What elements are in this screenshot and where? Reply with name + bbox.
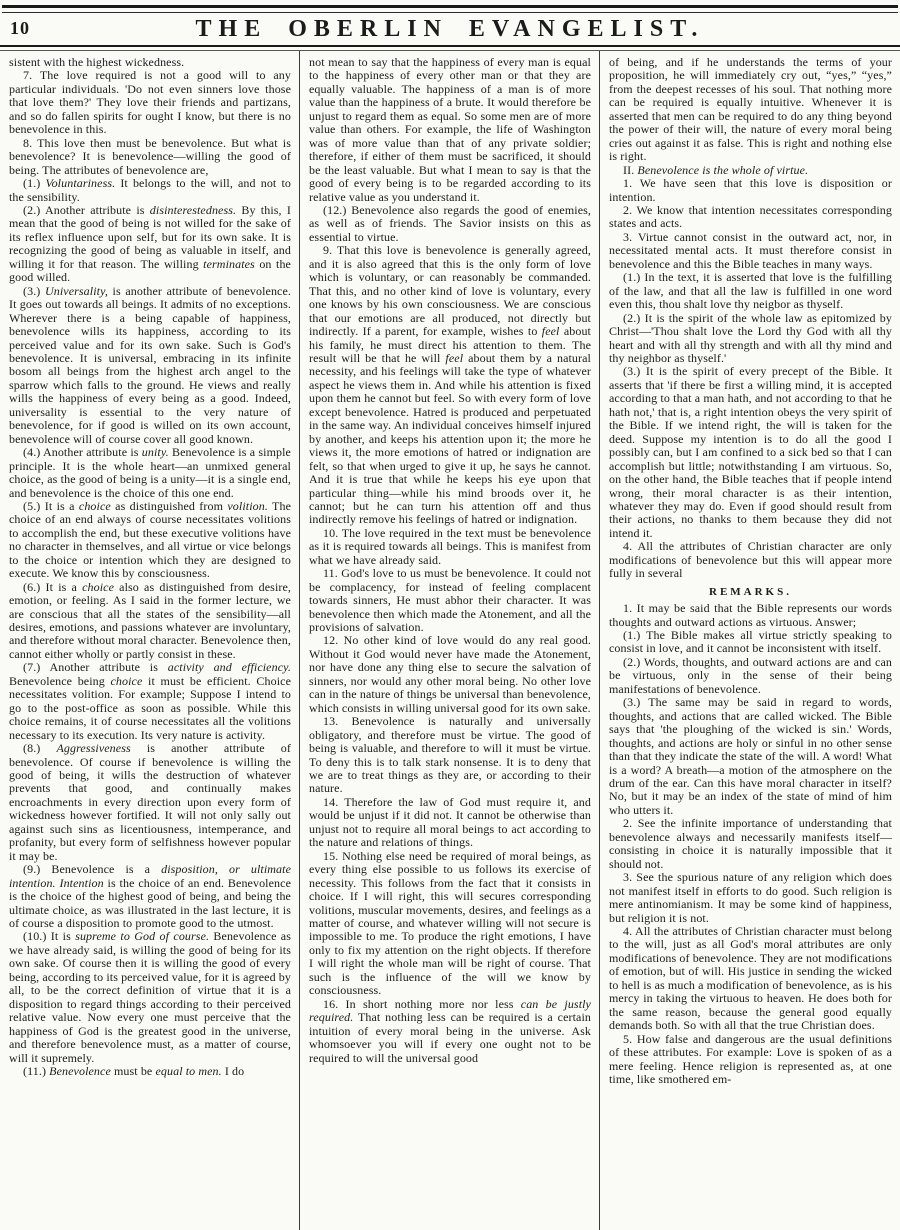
column-2 [300,51,600,1230]
body-paragraph: (5.) It is a choice as distinguished from volition. The choice of an end always of course necessitates volitions to accomplish the end, but these executive volitions have no character in themselves, and all virtue or vice belongs to the choice or intention which they are designed to execute. We know this by consciousness. [9,498,292,581]
body-paragraph: (7.) Another attribute is activity and efficiency. Benevolence being choice it must be efficient. Choice necessitates volition. For example; Suppose I intend to go to the post-office as soon as possible. While this choice remains, it of course necessitates all the volitions necessary to its execution. Its very nature is activity. [9,660,291,742]
body-paragraph: 16. In short nothing more nor less can be justly required. That nothing less can be required is a certain intuition of every moral being in the universe. Ask whomsoever you will if every one ought not to be required to will the universal good [309,996,591,1065]
body-paragraph: 5. How false and dangerous are the usual definitions of these attributes. For example: Love is spoken of as a mere feeling. Hence religion is represented as, at one time, like smothered em- [609,1031,892,1086]
body-paragraph: 13. Benevolence is naturally and universally obligatory, and therefore must be virtue. The good of being is valuable, and therefore to will it must be virtue. To deny this is to talk stark nonsense. It is to deny that we are to treat things as they are, or according to their nature. [309,714,591,796]
body-paragraph: 14. Therefore the law of God must require it, and would be unjust if it did not. It cannot be otherwise than unjust not to require all moral beings to act according to the nature and relations of things. [309,794,591,850]
body-paragraph: (1.) The Bible makes all virtue strictly speaking to consist in love, and it cannot be inconsistent with itself. [609,628,892,656]
body-paragraph: (3.) It is the spirit of every precept of the Bible. It asserts that 'if there be first a willing mind, it is accepted according to that a man hath, and not according to that he hath not,' that is, a right intention obeys the very spirit of the Bible. If we intend right, the will is taken for the deed. Suppose my intention is to do all the good I possibly can, but I am confined to a sick bed so that I can accomplish but little; notwithstanding I am virtuous. So, on the other hand, the Bible teaches that if people intend wrong, their moral character is as their intention, whatever they may do. Even if good should result from their actions, no thanks to them because they did not intend it. [609,364,892,540]
body-paragraph: (11.) Benevolence must be equal to men. I do [23,1063,245,1078]
body-paragraph: 2. See the infinite importance of understanding that benevolence always and necessarily manifests itself—consisting in choice it is naturally impossible that it should not. [609,816,892,871]
body-paragraph: 8. This love then must be benevolence. But what is benevolence? It is benevolence—willing the good of being. The attributes of benevolence are, [9,135,291,177]
body-paragraph: (2.) It is the spirit of the whole law as epitomized by Christ—'Thou shalt love the Lord thy God with all thy heart and with all thy strength and with all thy mind and thy neighbor as thyself.' [609,310,892,365]
body-paragraph: (4.) Another attribute is unity. Benevolence is a simple principle. It is the whole heart—an unmixed general choice, as the good of being is a unity—it is a single end, and benevolence is the choice of this one end. [9,445,291,500]
article-columns [0,51,900,1230]
section-heading: REMARKS. [709,585,792,598]
masthead-title: THE OBERLIN EVANGELIST. [195,16,705,42]
body-paragraph: 4. All the attributes of Christian character are only modifications of benevolence but this will appear more fully in several [609,539,892,581]
body-paragraph: (3.) Universality, is another attribute of benevolence. It goes out towards all beings. It admits of no exceptions. Wherever there is a being capable of happiness, benevolence wills its happiness, according to its perceived value and for its own sake. Such is God's benevolence. It is universal, embracing in its infinite bosom all beings from the highest arch angel to the sparrow which falls to the ground. He views and really wills the happiness of every being as a good. Indeed, universality is essential to the very nature of benevolence, for if good is willed on its own account, benevolence will of course cover all good known. [9,283,291,446]
column-3 [600,51,900,1230]
body-paragraph: (3.) The same may be said in regard to words, thoughts, and actions that are called wicked. The Bible says that 'the ploughing of the wicked is sin.' Words, thoughts, and actions are holy or sinful in no other sense than that they indicate the state of the will. A word! What is a word? A breath—a motion of the atmosphere on the drum of the ear. Can this have moral character in itself? No, but it may be an index of the state of mind of him who utters it. [609,695,892,817]
body-paragraph: (1.) In the text, it is asserted that love is the fulfilling of the law, and that all the law is fulfilled in one word even this, thou shalt love thy neigbor as thyself. [609,270,892,312]
body-paragraph: 3. See the spurious nature of any religion which does not manifest itself in efforts to do good. Such religion is mere antinomianism. It may be some kind of happiness, but religion it is not. [609,870,892,925]
body-paragraph: 1. We have seen that this love is disposition or intention. [609,176,892,204]
body-paragraph: II. Benevolence is the whole of virtue. [623,162,809,177]
body-paragraph: 10. The love required in the text must be benevolence as it is required towards all beings. This is manifest from what we have already said. [309,525,591,567]
top-rule [2,5,898,13]
column-1 [0,51,300,1230]
body-paragraph: (1.) Voluntariness. It belongs to the will, and not to the sensibility. [9,176,291,204]
body-paragraph: (6.) It is a choice also as distinguished from desire, emotion, or feeling. As I said in the former lecture, we are conscious that all the states of the sensibility—all desires, emotions, and passions whatever are involuntary, and therefore without moral character. Benevolence then, cannot either wholly or partly consist in these. [9,579,291,661]
body-paragraph: (8.) Aggressiveness is another attribute of benevolence. Of course if benevolence is willing the good of being, it wills the destruction of whatever prevents that good, and continually makes encroachments in every direction upon every form of wickedness however fortified. It will not only sally out against such sins as licentiousness, intemperance, and profanity, but every form of selfishness however popular it may be. [9,741,291,863]
body-paragraph: 15. Nothing else need be required of moral beings, as every thing else possible to us follows its exercise of necessity. This follows from the fact that it consists in choice. If I will right, this will secures corresponding volitions, muscular movements, desires, and feelings as a matter of course, and whatever willing will not secure is impossible to me. To produce the right emotions, I have only to fix my attention on the right objects. If therefore I will right the whole man will be right of course. That such is the influence of the will we know by consciousness. [309,848,591,998]
body-paragraph: 4. All the attributes of Christian character must belong to the will, just as all God's moral attributes are only modifications of benevolence. They are not modifications of emotion, but of will. His justice in sending the wicked to hell is as much a modification of benevolence, as is his mercy in taking the virtuous to heaven. He does both for the same reason, because the general good equally demands both. So with all that the true Christian does. [609,924,892,1033]
body-paragraph: 11. God's love to us must be benevolence. It could not be complacency, for instead of feeling complacent towards sinners, He must abhor their character. It was benevolence then which made the Atonement, and all the provisions of salvation. [309,566,591,635]
body-paragraph: (12.) Benevolence also regards the good of enemies, as well as of friends. The Savior insists on this as essential to virtue. [309,202,591,244]
body-paragraph: of being, and if he understands the terms of your proposition, he will immediately cry out, “yes,” “yes,” from the deepest recesses of his soul. That nothing more can be required is equally intuitive. Whenever it is asserted that men can be required to do any thing beyond the power of their will, the nature of every moral being cries out against it as false. This is right and nothing else is right. [609,55,892,164]
body-paragraph: 12. No other kind of love would do any real good. Without it God would never have made the Atonement, nor have done any thing else to secure the salvation of sinners, nor would any other moral being. No other love can in the nature of things be universal than benevolence, which consists in willing universal good for its own sake. [309,633,591,715]
body-paragraph: 1. It may be said that the Bible represents our words thoughts and outward actions as virtuous. Answer; [609,601,892,629]
body-paragraph: sistent with the highest wickedness. [9,55,185,69]
body-paragraph: not mean to say that the happiness of every man is equal to the happiness of every other man or that they are equally valuable. The happiness of a man is of more value than the happiness of a brute. It would therefore be unjust to regard them as equal. So some men are of more value than others. For example, the life of Washington was of more value than that of any private soldier; therefore, if either of them must be sacrificed, it should be the least valuable. But what I mean to say is that the good of every being is to be regarded according to its relative value as you understand it. [309,55,591,204]
body-paragraph: 7. The love required is not a good will to any particular individuals. 'Do not even sinners love those that love them?' They love their friends and partizans, and so do fallen spirits for ought I know, but there is no benevolence in this. [9,68,291,137]
body-paragraph: 2. We know that intention necessitates corresponding states and acts. [609,202,892,231]
body-paragraph: (2.) Another attribute is disinterestedness. By this, I mean that the good of being is not willed for the sake of its reflex influence upon self, but for its own sake. It is recognizing the good of being as valuable in itself, and willing it for that reason. The willing terminates on the good willed. [9,202,291,285]
body-paragraph: 9. That this love is benevolence is generally agreed, and it is also agreed that this is the only form of love which is voluntary, or can reasonably be commanded. That this, and no other kind of love is voluntary, every one knows by his own consciousness. We are conscious that our emotions are all produced, not directly but indirectly. If a parent, for example, wishes to feel about his family, he must direct his attention to them. The result will be that he will feel about them by a natural necessity, and his feelings will take the type of whatever aspect he views them in. And while his attention is fixed upon them he cannot but feel. So with every form of love except benevolence. Hatred is produced and perpetuated in the same way. An individual conceives himself injured by another, and keeps his attention upon it; the more he views it, the more emotions of hatred or indignation are felt, so that when urged to give it up, he says he cannot. And it is true that while he keeps his eye upon that particular thing—while his mind broods over it, he cannot; but he can turn his attention off and thus indirectly remove his feelings of hatred or indignation. [309,243,591,527]
masthead [4,14,896,44]
body-paragraph: 3. Virtue cannot consist in the outward act, nor, in necessitated mental acts. It must therefore consist in benevolence and this the Bible teaches in many ways. [609,229,892,271]
body-paragraph: (10.) It is supreme to God of course. Benevolence as we have already said, is willing the good of being for its own sake. Of course then it is willing the good of every being, according to its perceived value, for it is agreed by all, to be the correct definition of virtue that it is a disposition to regard things according to their perceived relative value. Now every one must perceive that the happiness of God is the greatest good in the universe, and therefore benevolence must, as a matter of course, will it supremely. [9,929,292,1065]
page-number: 10 [10,18,30,38]
body-paragraph: (9.) Benevolence is a disposition, or ultimate intention. Intention is the choice of an end. Benevolence is the choice of the highest good of being, and being the ultimate choice, as was illustrated in the last lecture, it is of course a disposition to promote good to the utmost. [9,862,291,930]
body-paragraph: (2.) Words, thoughts, and outward actions are and can be virtuous, only in the sense of their being manifestations of benevolence. [609,654,892,696]
